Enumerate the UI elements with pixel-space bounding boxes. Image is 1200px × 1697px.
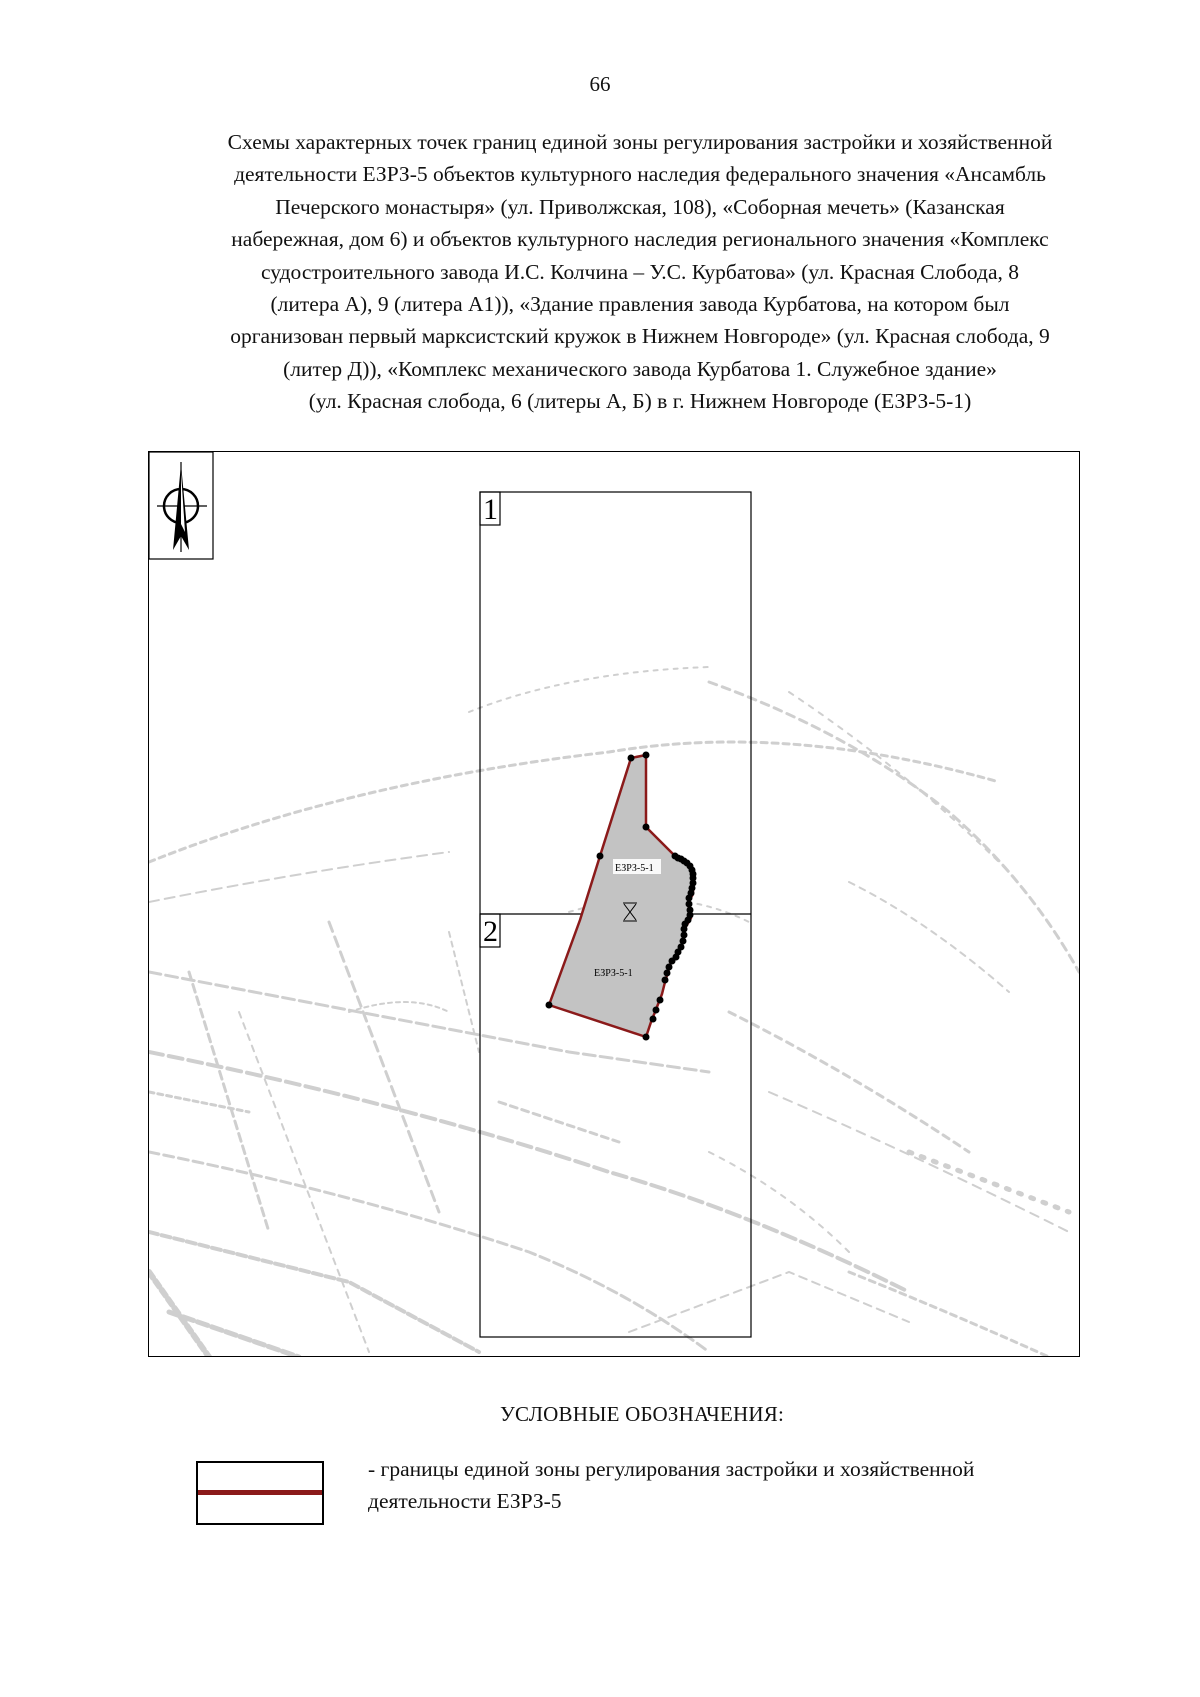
boundary-point — [546, 1002, 553, 1009]
zone-label: ЕЗРЗ-5-1 — [594, 968, 633, 979]
boundary-point — [681, 926, 688, 933]
base-map-street — [499, 1102, 619, 1142]
boundary-point — [680, 938, 687, 945]
base-map-street — [769, 1092, 1069, 1232]
legend-swatch — [196, 1461, 324, 1525]
map-frame[interactable] — [148, 451, 1080, 1357]
zone-label: ЕЗРЗ-5-1 — [615, 863, 654, 874]
zone-polygon[interactable] — [549, 755, 693, 1037]
base-map-street — [629, 1272, 909, 1332]
title-line: (литера А), 9 (литера А1)), «Здание правления завода Курбатова, на котором был — [270, 292, 1010, 317]
title-line: (литер Д)), «Комплекс механического завода Курбатова 1. Служебное здание» — [283, 356, 997, 381]
base-map-street — [149, 1272, 209, 1357]
map-canvas[interactable] — [149, 452, 1080, 1357]
boundary-point — [628, 755, 635, 762]
boundary-point — [686, 901, 693, 908]
base-map-street — [729, 1012, 969, 1152]
base-map-street — [909, 1152, 1069, 1212]
page-number: 66 — [589, 72, 611, 96]
base-map-street — [169, 1312, 299, 1357]
base-map-street — [149, 852, 449, 902]
boundary-point — [657, 997, 664, 1004]
legend-item-text: - границы единой зоны регулирования застройки и хозяйственной деятельности ЕЗРЗ-5 — [368, 1457, 975, 1513]
boundary-point — [643, 1034, 650, 1041]
title-line: деятельности ЕЗРЗ-5 объектов культурного наследия федерального значения «Ансамбль — [234, 162, 1046, 187]
base-map-street — [709, 682, 1079, 972]
legend-boundary-line — [198, 1490, 322, 1495]
title-line: (ул. Красная слобода, 6 (литеры А, Б) в г. Нижнем Новгороде (ЕЗРЗ-5-1) — [308, 389, 972, 414]
boundary-point — [643, 752, 650, 759]
base-map-street — [709, 1152, 849, 1252]
base-map-street — [469, 667, 709, 712]
base-map-street — [449, 932, 479, 1052]
title-line: набережная, дом 6) и объектов культурного наследия регионального значения «Комплекс — [231, 227, 1049, 252]
sheet-label-2: 2 — [483, 915, 498, 948]
title-line: Схемы характерных точек границ единой зоны регулирования застройки и хозяйственной — [227, 130, 1053, 154]
boundary-point — [662, 977, 669, 984]
base-map-street — [149, 1052, 909, 1292]
boundary-point — [664, 970, 671, 977]
boundary-point — [643, 824, 650, 831]
base-map-street — [349, 1002, 449, 1012]
base-map-street — [789, 692, 1009, 872]
north-arrow-icon — [149, 452, 213, 559]
title-line: судостроительного завода И.С. Колчина – У.С. Курбатова» (ул. Красная Слобода, 8 — [260, 259, 1020, 284]
boundary-point — [597, 853, 604, 860]
boundary-point — [686, 895, 693, 902]
boundary-point — [681, 932, 688, 939]
document-title — [160, 126, 1120, 418]
boundary-point — [650, 1016, 657, 1023]
boundary-point — [666, 964, 673, 971]
boundary-point — [669, 958, 676, 965]
title-line: Печерского монастыря» (ул. Приволжская, 108), «Соборная мечеть» (Казанская — [275, 194, 1005, 219]
base-map-street — [149, 1092, 249, 1112]
base-map-street — [849, 1272, 1049, 1357]
base-map-street — [849, 882, 1009, 992]
sheet-label-1: 1 — [483, 493, 498, 526]
base-map-street — [239, 1012, 369, 1352]
legend-title: УСЛОВНЫЕ ОБОЗНАЧЕНИЯ: — [499, 1402, 785, 1426]
base-map-street — [149, 1232, 479, 1352]
boundary-point — [653, 1007, 660, 1014]
title-line: организован первый марксистский кружок в Нижнем Новгороде» (ул. Красная слобода, 9 — [230, 324, 1050, 349]
base-map-street — [149, 742, 999, 862]
base-map-street — [329, 922, 439, 1212]
